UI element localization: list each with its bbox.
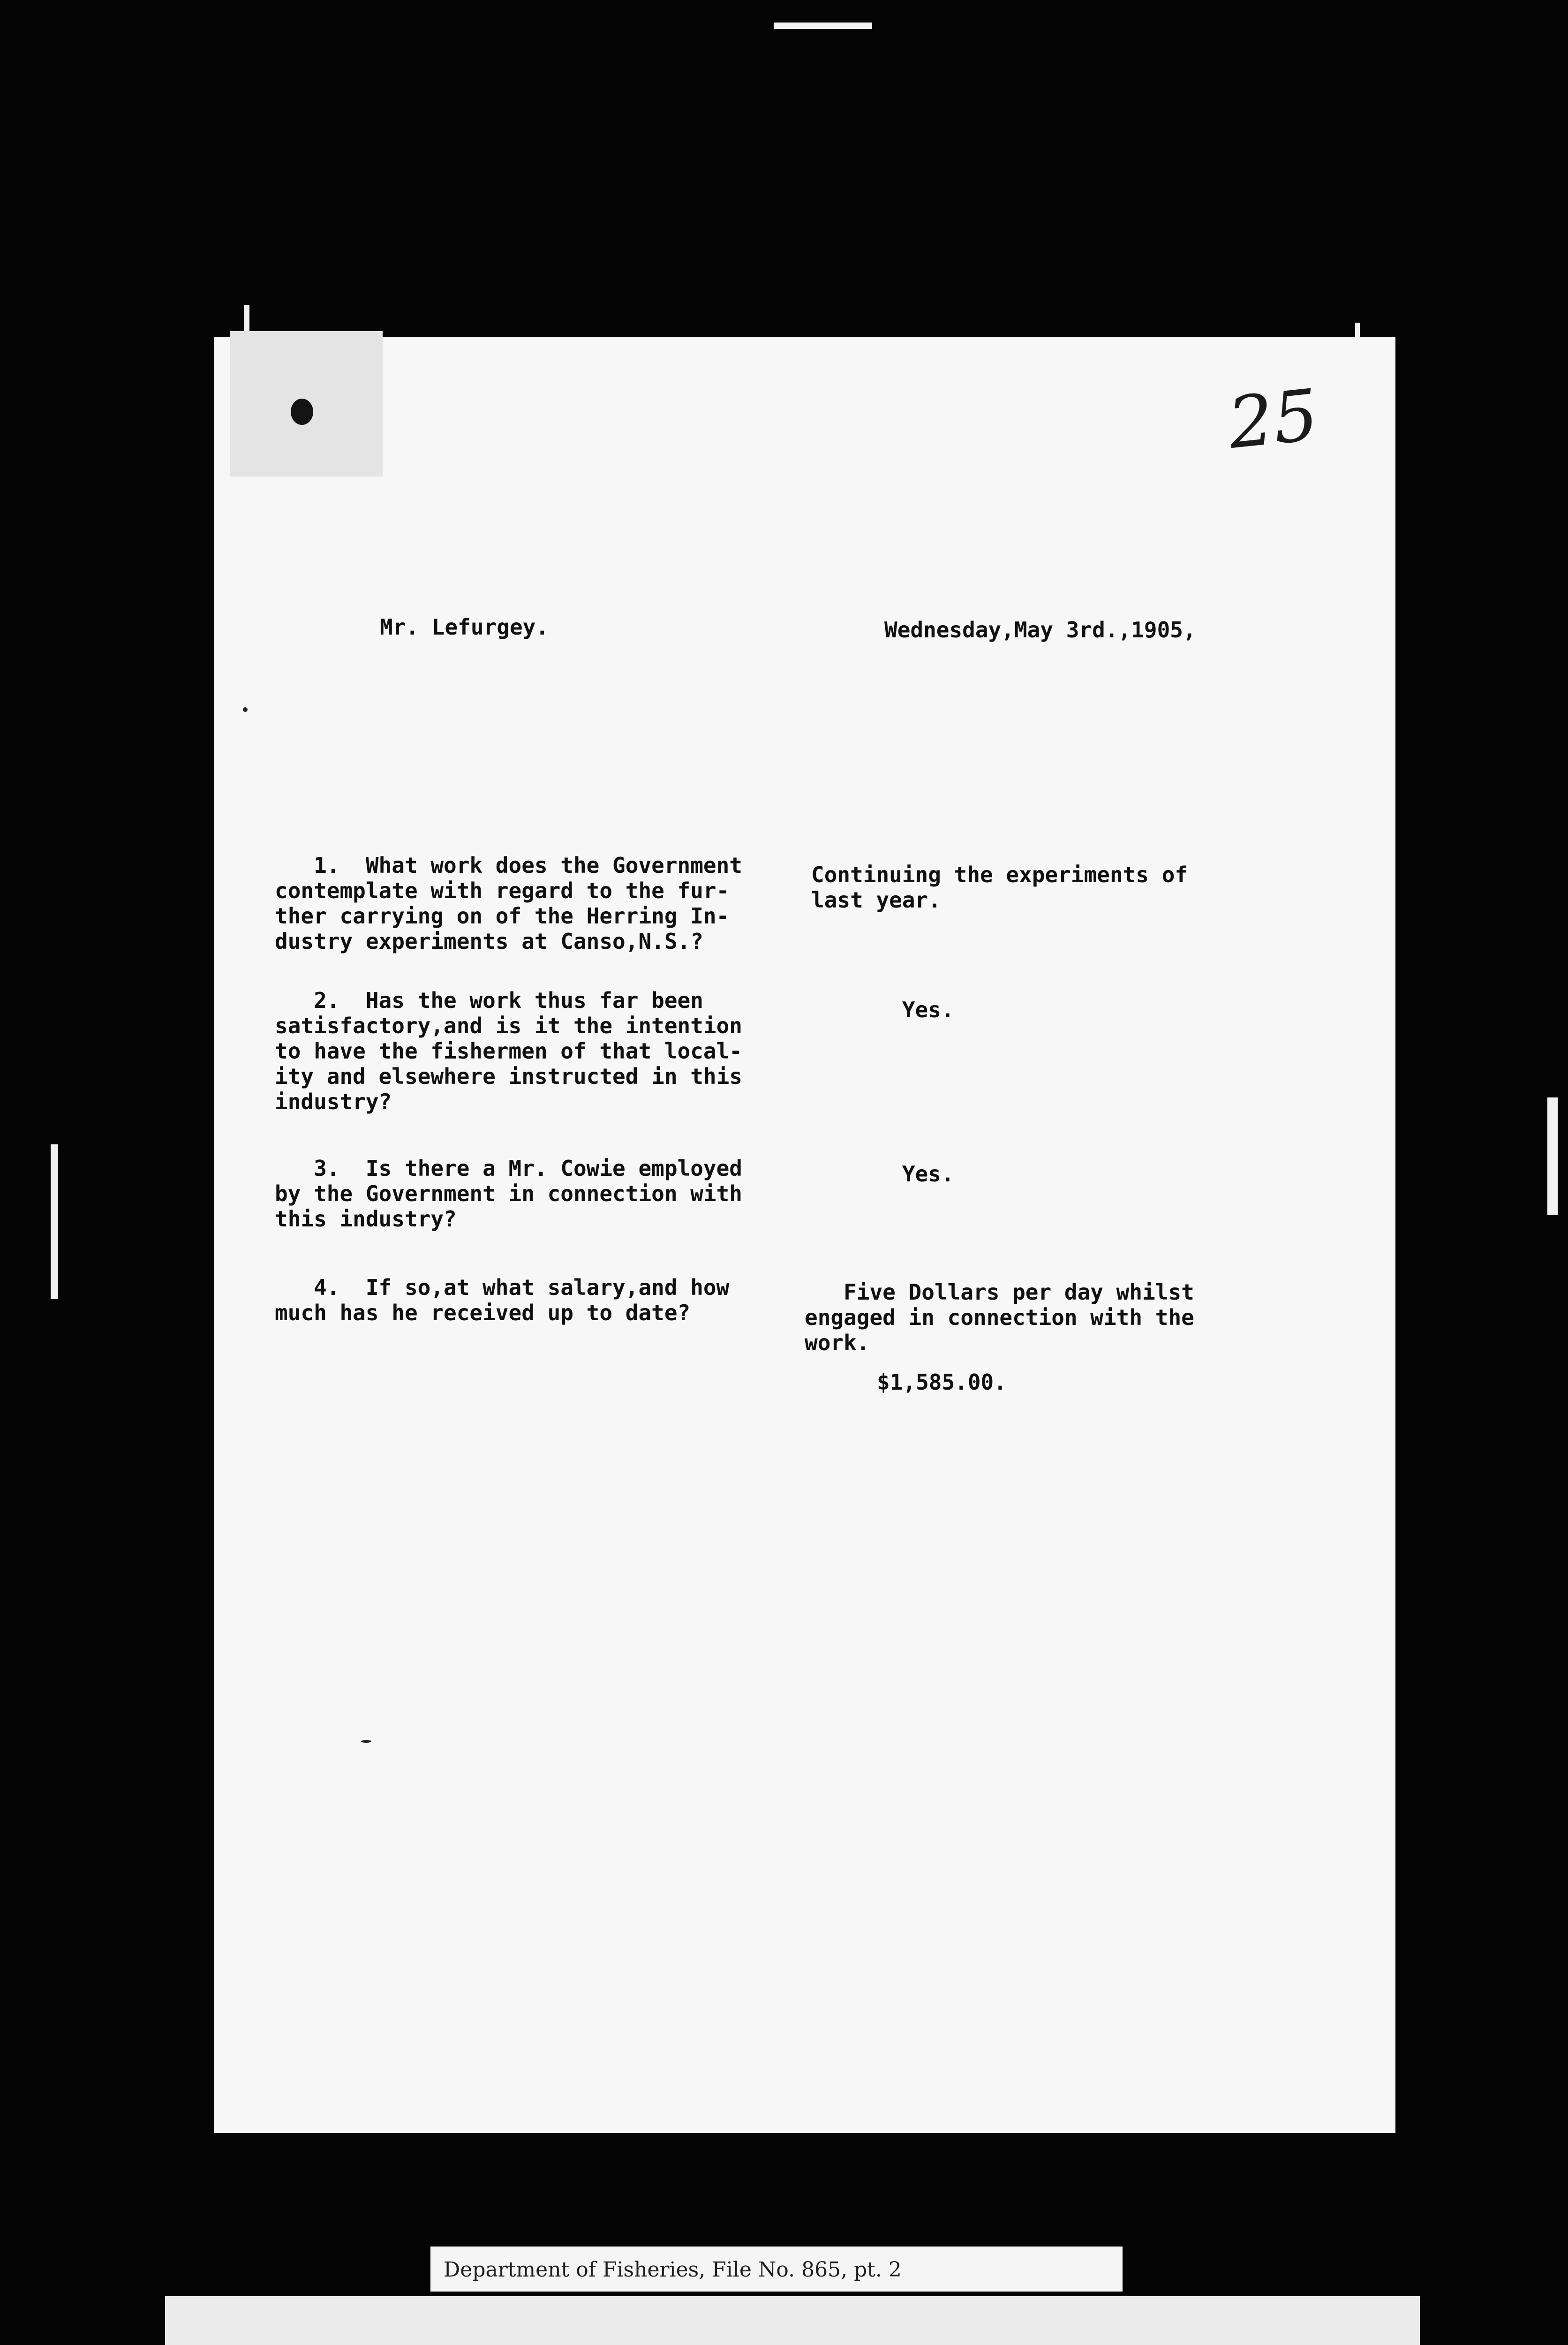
question-text: 1. What work does the Government contemplate with regard to the fur- ther carrying on of the Herring In- dustry experiments at Canso,N.S.?	[275, 853, 742, 954]
ink-speck	[361, 1740, 371, 1743]
answer-text: Yes.	[811, 1161, 954, 1187]
answer-text: Five Dollars per day whilst engaged in connection with the work.	[805, 1279, 1194, 1355]
film-edge-mark	[51, 1144, 58, 1299]
archive-label: Department of Fisheries, File No. 865, pt. 2	[444, 2258, 902, 2282]
film-edge-mark	[774, 23, 872, 29]
question-text: 2. Has the work thus far been satisfactory,and is it the intention to have the fishermen of that local- ity and elsewhere instructed in this industry?	[275, 988, 742, 1114]
question-text: 3. Is there a Mr. Cowie employed by the Government in connection with this industry?	[275, 1156, 742, 1232]
addressee: Mr. Lefurgey.	[380, 614, 549, 640]
punch-hole	[291, 399, 313, 425]
page-number: 25	[1224, 374, 1322, 465]
answer-text: Continuing the experiments of last year.	[811, 862, 1188, 913]
ink-speck	[243, 707, 248, 712]
archive-stamp-card	[165, 2296, 1420, 2345]
question-text: 4. If so,at what salary,and how much has he received up to date?	[275, 1275, 730, 1325]
document-page	[214, 337, 1395, 2133]
answer-text: Yes.	[811, 997, 954, 1022]
salary-total: $1,585.00.	[877, 1369, 1007, 1395]
film-edge-mark	[1547, 1097, 1558, 1215]
memo-date: Wednesday,May 3rd.,1905,	[884, 617, 1196, 643]
